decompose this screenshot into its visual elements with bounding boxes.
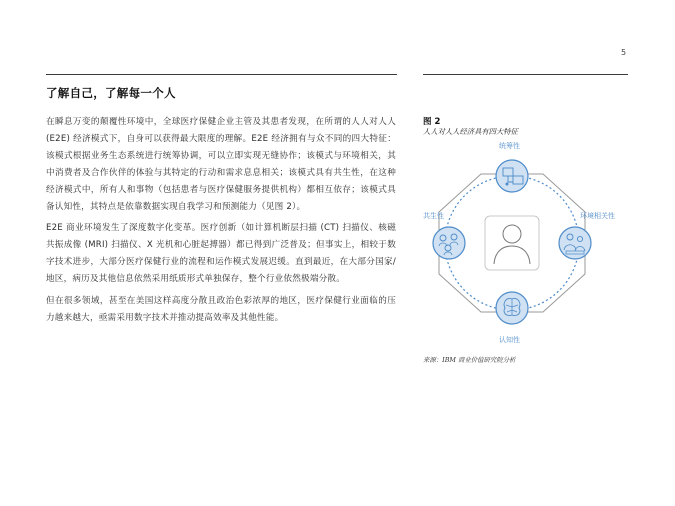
figure-label: 图 2	[423, 117, 441, 127]
page-number: 5	[621, 48, 627, 57]
label-top: 统筹性	[499, 142, 520, 150]
figure-subtitle: 人人对人人经济具有四大特征	[423, 127, 518, 136]
section-heading: 了解自己，了解每一个人	[46, 86, 176, 100]
label-right: 环境相关性	[580, 212, 615, 220]
body-text	[46, 114, 396, 332]
paragraph-1: 在瞬息万变的颠覆性环境中，全球医疗保健企业主管及其患者发现，在所谓的人人对人人 (E2E) 经济模式下，自身可以获得最大限度的理解。E2E 经济拥有与众不同的四大特征：该模式根据业务生态系统进行统筹协调，可以立即实现无缝协作；该模式与环境相关，其中消费者及合作伙伴的体验与其特定的行动和需求息息相关；该模式具有共生性，在这种经济模式中，所有人和事物（包括患者与医疗保健服务提供机构）都相互依存；该模式具备认知性，其特点是依靠数据实现自我学习和预测能力（见图 2）。	[46, 117, 396, 212]
label-left: 共生性	[423, 212, 444, 220]
figure-diagram	[423, 138, 628, 350]
people-network-icon	[433, 227, 465, 259]
brain-icon	[496, 292, 528, 324]
section-rule	[46, 74, 397, 75]
label-bottom: 认知性	[499, 336, 520, 344]
figure-svg	[423, 138, 628, 350]
people-context-icon	[559, 227, 591, 259]
paragraph-2: E2E 商业环境发生了深度数字化变革。医疗创新（如计算机断层扫描 (CT) 扫描仪、核磁共振成像 (MRI) 扫描仪、X 光机和心脏起搏器）都已得到广泛普及；但事实上，相较于数字技术进步，大部分医疗保健行业的流程和运作模式发展迟缓。直到最近，在大部分国家/地区，病历及其他信息依然采用纸质形式单独保存，整个行业依然极端分散。	[46, 223, 396, 285]
paragraph-3: 但在很多领域，甚至在美国这样高度分散且政治色彩浓厚的地区，医疗保健行业面临的压力越来越大，亟需采用数字技术并推动提高效率及其他性能。	[46, 296, 396, 323]
process-flow-icon	[496, 160, 528, 192]
figure-rule	[423, 74, 628, 75]
figure-source: 来源：IBM 商业价值研究院分析	[423, 356, 516, 364]
